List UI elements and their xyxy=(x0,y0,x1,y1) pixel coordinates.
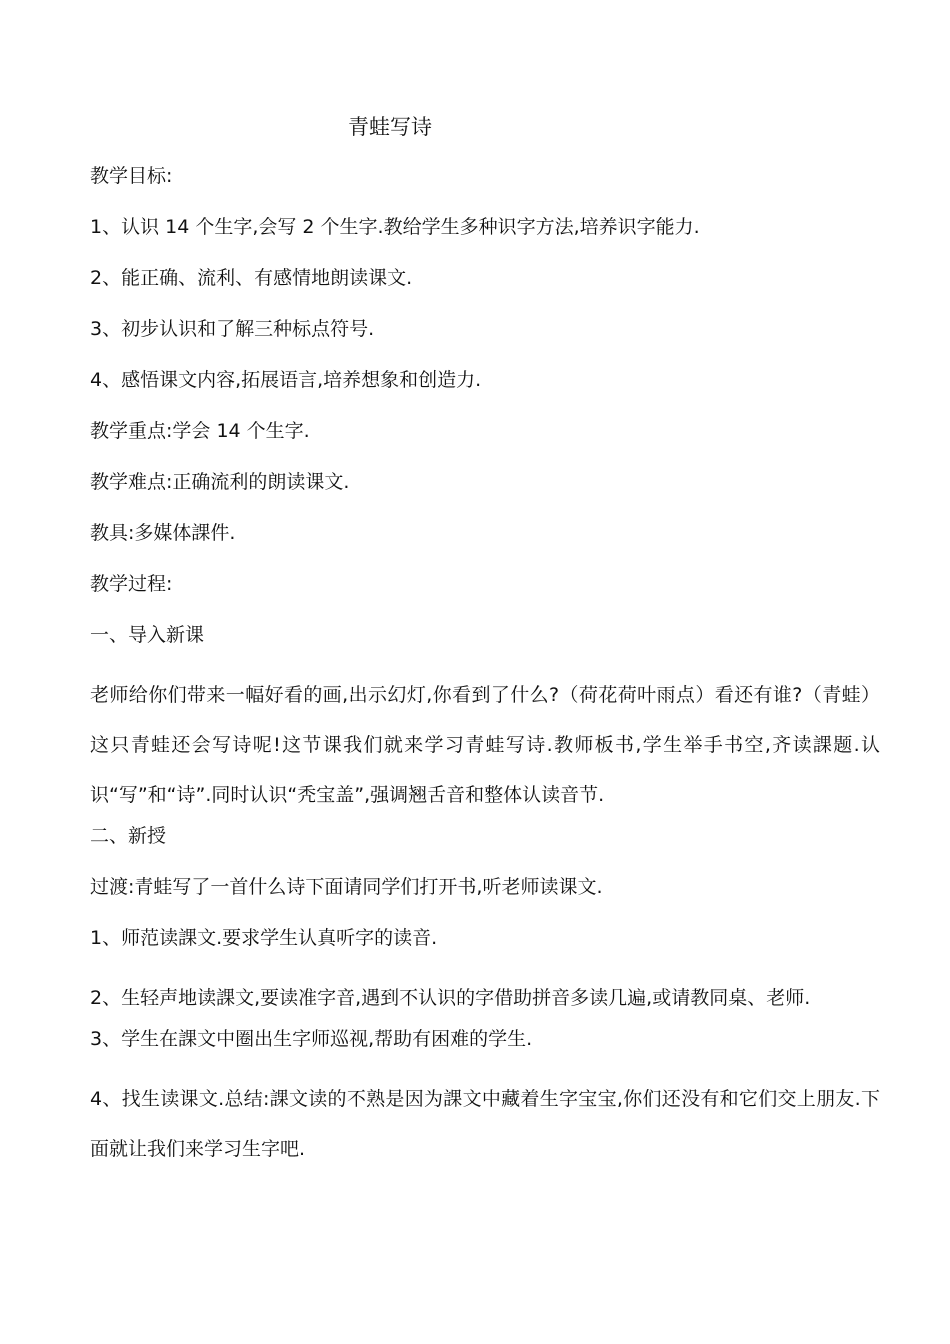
goal-item-4: 4、感悟课文内容,拓展语言,培养想象和创造力. xyxy=(90,369,482,391)
step-item-2: 2、生轻声地读課文,要读准字音,遇到不认识的字借助拼音多读几遍,或请教同桌、老师. xyxy=(90,987,811,1009)
section-2-heading: 二、新授 xyxy=(90,825,167,847)
step-item-3: 3、学生在課文中圈出生字师巡视,帮助有困难的学生. xyxy=(90,1028,533,1050)
document-body xyxy=(90,160,880,1174)
goals-heading: 教学目标: xyxy=(90,165,173,187)
section-1-heading: 一、导入新课 xyxy=(90,624,205,646)
goal-item-1: 1、认识 14 个生字,会写 2 个生字.教给学生多种识字方法,培养识字能力. xyxy=(90,216,700,238)
process-heading: 教学过程: xyxy=(90,573,173,595)
document-title: 青蛙写诗 xyxy=(348,115,432,139)
transition-text: 过渡:青蛙写了一首什么诗下面请同学们打开书,听老师读课文. xyxy=(90,876,603,898)
goal-item-2: 2、能正确、流利、有感情地朗读课文. xyxy=(90,267,413,289)
goal-item-3: 3、初步认识和了解三种标点符号. xyxy=(90,318,375,340)
step-item-1: 1、师范读課文.要求学生认真听字的读音. xyxy=(90,927,438,949)
key-point: 教学重点:学会 14 个生字. xyxy=(90,420,310,442)
step-item-4: 4、找生读课文.总结:課文读的不熟是因为課文中藏着生字宝宝,你们还没有和它们交上朋友.下面就让我们来学习生字吧. xyxy=(90,1088,880,1160)
section-1-paragraph: 老师给你们带来一幅好看的画,出示幻灯,你看到了什么?（荷花荷叶雨点）看还有谁?（青蛙）这只青蛙还会写诗呢!这节课我们就来学习青蛙写诗.教师板书,学生举手书空,齐读課题.认识“写”和“诗”.同时认识“秃宝盖”,强调翘舌音和整体认读音节. xyxy=(90,684,880,806)
difficult-point: 教学难点:正确流利的朗读课文. xyxy=(90,471,350,493)
teaching-aids: 教具:多媒体課件. xyxy=(90,522,236,544)
